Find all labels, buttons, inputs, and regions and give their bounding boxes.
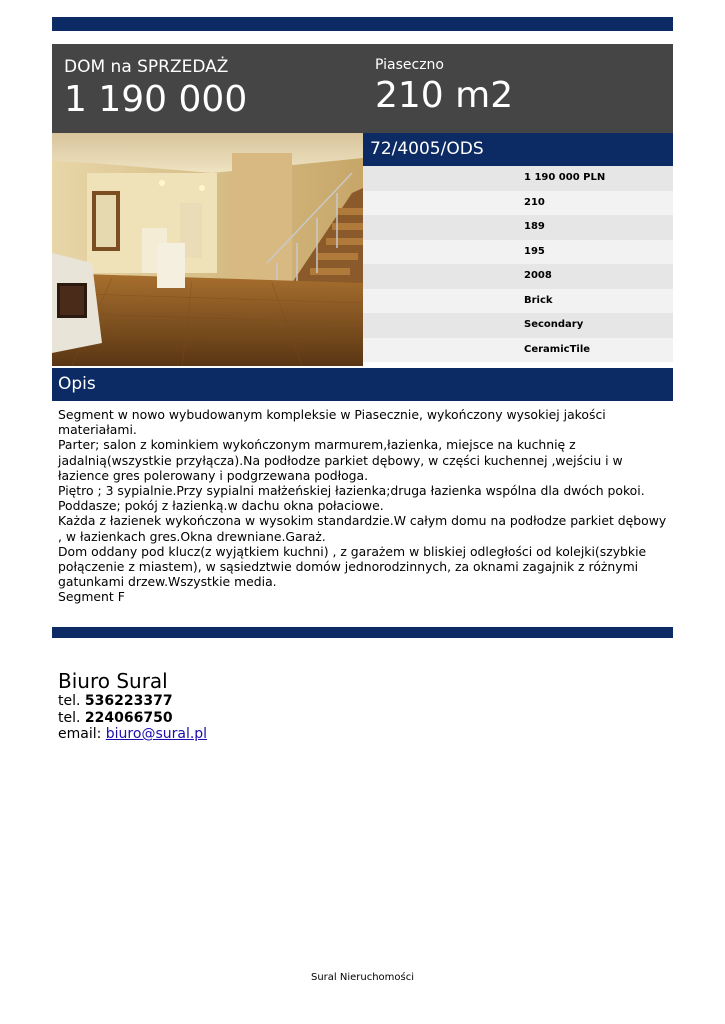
phone-line-2 [58, 710, 207, 727]
description-line: Segment F [58, 589, 125, 605]
description-line: Dom oddany pod klucz(z wyjątkiem kuchni) , z garażem w bliskiej odległości od kolejki(szybkie połączenie z miastem), w sąsiedztwie domów jednorodzinnych, za oknami zagajnik z różnymi gatunkami drzew.Wszystkie media. [58, 543, 647, 590]
detail-row-market: Secondary [363, 313, 673, 338]
detail-row-price: 1 190 000 PLN [363, 166, 673, 191]
property-city: Piaseczno [375, 57, 444, 73]
hero-left [64, 56, 247, 121]
agency-name: Biuro Sural [58, 669, 168, 693]
tel-label: tel. [58, 693, 85, 709]
detail-row-year: 2008 [363, 264, 673, 289]
phone-line-1 [58, 693, 207, 710]
reference-number: 72/4005/ODS [363, 133, 673, 166]
hero-right [375, 55, 513, 117]
detail-row-area: 210 [363, 191, 673, 216]
email-link[interactable]: biuro@sural.pl [105, 726, 208, 742]
description-heading: Opis [52, 368, 673, 401]
description-text [58, 407, 670, 605]
section-divider-bar [52, 627, 673, 638]
property-price: 1 190 000 [64, 79, 248, 120]
footer-text: Sural Nieruchomości [310, 972, 415, 983]
details-table [363, 166, 673, 362]
detail-row-value-4: 195 [363, 240, 673, 265]
top-banner-bar [52, 17, 673, 31]
phone-number-1: 536223377 [84, 693, 173, 709]
property-type: DOM na SPRZEDAŻ [64, 57, 229, 77]
description-line: Piętro ; 3 sypialnie.Przy sypialni małżeńskiej łazienka;druga łazienka wspólna dla dwóch pokoi. [58, 483, 645, 499]
description-line: Segment w nowo wybudowanym kompleksie w Piasecznie, wykończony wysokiej jakości materiałami. [58, 407, 606, 438]
detail-row-flooring: CeramicTile [363, 338, 673, 363]
detail-row-material: Brick [363, 289, 673, 314]
email-label: email: [58, 726, 106, 742]
property-photo [52, 133, 363, 366]
listing-header [52, 44, 673, 133]
contact-block [58, 669, 207, 743]
description-line: Parter; salon z kominkiem wykończonym marmurem,łazienka, miejsce na kuchnię z jadalnią(wszystkie przyłącza).Na podłodze parkiet dębowy, w części kuchennej ,wejściu i w łazience gres polerowany i podgrzewana podłoga. [58, 437, 623, 483]
description-line: Każda z łazienek wykończona w wysokim standardzie.W całym domu na podłodze parkiet dębowy , w łazienkach gres.Okna drewniane.Garaż. [58, 513, 667, 544]
phone-number-2: 224066750 [84, 709, 173, 726]
description-line: Poddasze; pokój z łazienką.w dachu okna połaciowe. [58, 498, 384, 514]
email-line [58, 726, 207, 743]
detail-row-value-3: 189 [363, 215, 673, 240]
property-area: 210 m2 [375, 75, 514, 116]
interior-photo [52, 133, 363, 366]
tel-label: tel. [58, 709, 85, 726]
